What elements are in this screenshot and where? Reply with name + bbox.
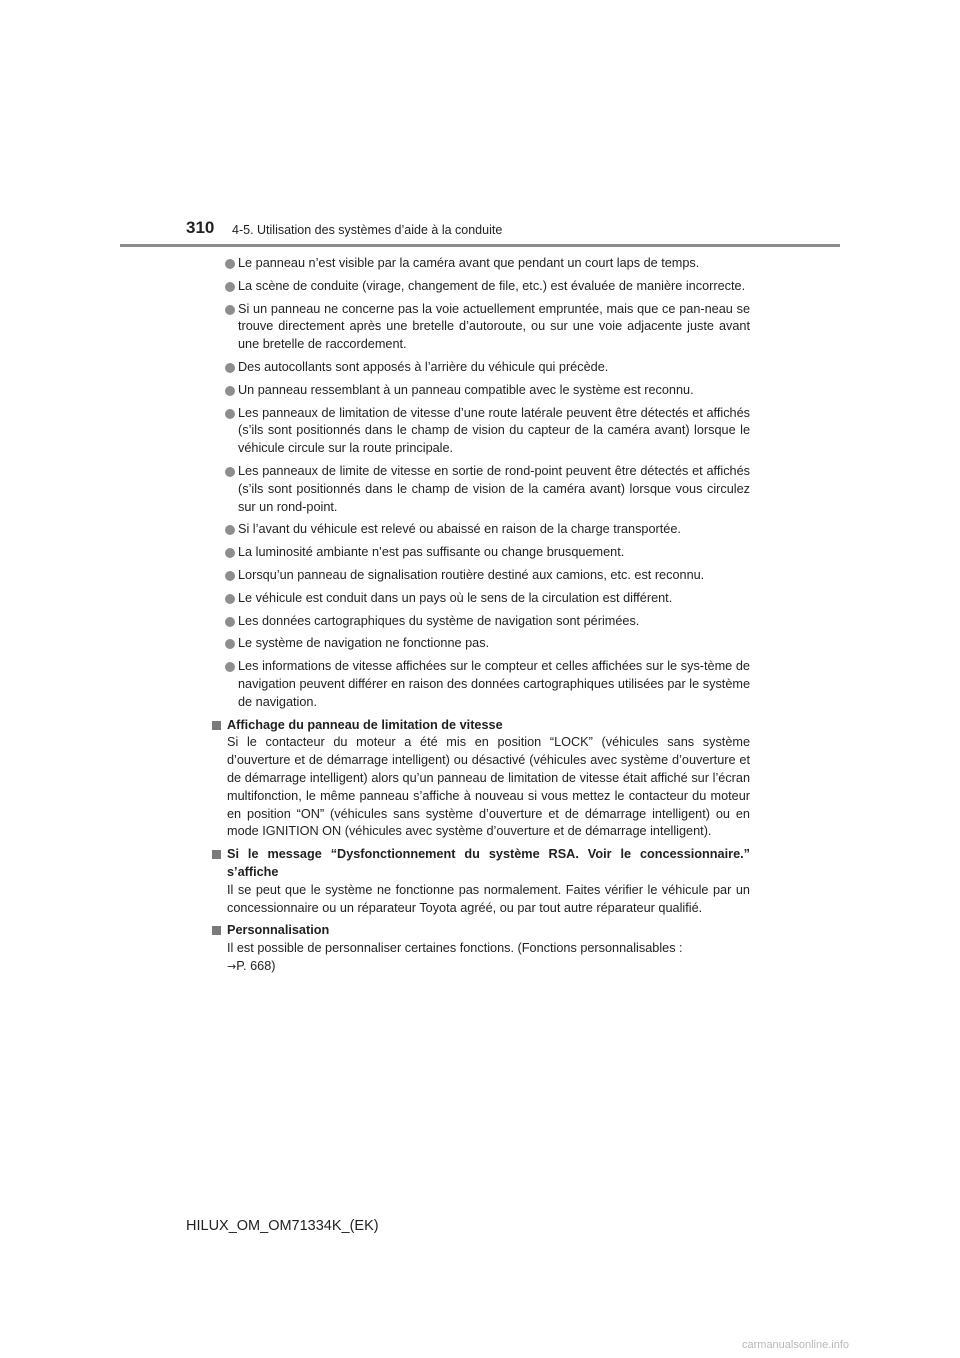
list-item-text: La scène de conduite (virage, changement de file, etc.) est évaluée de manière incorrecte. xyxy=(238,278,746,293)
bullet-dot-icon xyxy=(225,305,235,315)
list-item-text: Le panneau n’est visible par la caméra avant que pendant un court laps de temps. xyxy=(238,256,700,270)
header-rule xyxy=(120,244,840,247)
page-number: 310 xyxy=(186,218,215,237)
bullet-dot-icon xyxy=(225,639,235,649)
bullet-list xyxy=(210,255,750,712)
arrow-right-icon: → xyxy=(227,959,237,973)
square-bullet-icon xyxy=(212,721,221,730)
bullet-dot-icon xyxy=(225,548,235,558)
bullet-dot-icon xyxy=(225,386,235,396)
list-item-text: Des autocollants sont apposés à l’arrière du véhicule qui précède. xyxy=(238,359,609,374)
watermark: carmanualsonline.info xyxy=(742,1339,850,1351)
list-item xyxy=(210,301,750,354)
list-item-text: Les données cartographiques du système de navigation sont périmées. xyxy=(238,613,640,628)
speed-limit-display-section xyxy=(210,717,750,842)
list-item-text: La luminosité ambiante n’est pas suffisante ou change brusquement. xyxy=(238,545,625,560)
rsa-malfunction-section xyxy=(210,846,750,917)
bullet-dot-icon xyxy=(225,617,235,627)
list-item-text: Les informations de vitesse affichées sur le compteur et celles affichées sur le sys-tème de navigation peuvent différer en raison des données cartographiques utilisées par le système de navigation. xyxy=(238,659,750,709)
page-reference-link[interactable]: P. 668) xyxy=(236,958,276,973)
list-item xyxy=(210,613,750,631)
list-item-text: Un panneau ressemblant à un panneau compatible avec le système est reconnu. xyxy=(238,382,694,397)
list-item xyxy=(210,278,750,296)
list-item xyxy=(210,405,750,458)
footer-document-code: HILUX_OM_OM71334K_(EK) xyxy=(186,1218,379,1234)
list-item-text: Le système de navigation ne fonctionne pas. xyxy=(238,636,490,651)
bullet-dot-icon xyxy=(225,571,235,581)
list-item xyxy=(210,567,750,585)
content xyxy=(210,255,750,981)
list-item xyxy=(210,382,750,400)
list-item xyxy=(210,590,750,608)
section-body: Il se peut que le système ne fonctionne pas normalement. Faites vérifier le véhicule par un concessionnaire ou un réparateur Toyota agréé, ou par tout autre réparateur qualifié. xyxy=(227,882,750,915)
list-item-text: Si l’avant du véhicule est relevé ou abaissé en raison de la charge transportée. xyxy=(238,522,681,537)
section-heading: Affichage du panneau de limitation de vitesse xyxy=(227,717,503,732)
list-item xyxy=(210,359,750,377)
list-item-text: Le véhicule est conduit dans un pays où le sens de la circulation est différent. xyxy=(238,590,673,605)
section-body: Si le contacteur du moteur a été mis en position “LOCK” (véhicules sans système d’ouverture et de démarrage intelligent) ou désactivé (véhicules avec système d’ouverture et de démarrage intelligent) alors qu’un panneau de limitation de vitesse était affiché sur l’écran multifonction, le même panneau s’affiche à nouveau si vous mettez le contacteur du moteur en position “ON” (véhicules sans système d’ouverture et de démarrage intelligent) ou en mode IGNITION ON (véhicules avec système d’ouverture et de démarrage intelligent). xyxy=(227,735,750,839)
list-item xyxy=(210,463,750,516)
bullet-dot-icon xyxy=(225,363,235,373)
customization-section xyxy=(210,922,750,975)
list-item xyxy=(210,658,750,711)
list-item xyxy=(210,521,750,539)
list-item-text: Si un panneau ne concerne pas la voie actuellement empruntée, mais que ce pan-neau se trouve directement après une bretelle d’autoroute, ou sur une voie adjacente juste avant une bretelle de raccordement. xyxy=(238,301,750,352)
square-bullet-icon xyxy=(212,850,221,859)
section-body-text: Il est possible de personnaliser certaines fonctions. (Fonctions personnalisables : xyxy=(227,941,683,956)
section-title: 4-5. Utilisation des systèmes d’aide à la conduite xyxy=(232,223,503,237)
square-bullet-icon xyxy=(212,926,221,935)
bullet-dot-icon xyxy=(225,467,235,477)
section-heading: Personnalisation xyxy=(227,923,330,938)
section-heading: Si le message “Dysfonctionnement du système RSA. Voir le concessionnaire.” s’affiche xyxy=(227,847,750,879)
bullet-dot-icon xyxy=(225,259,235,269)
list-item-text: Lorsqu’un panneau de signalisation routière destiné aux camions, etc. est reconnu. xyxy=(238,567,705,582)
list-item-text: Les panneaux de limite de vitesse en sortie de rond-point peuvent être détectés et affichés (s’ils sont positionnés dans le champ de vision de la caméra avant) lorsque vous circulez sur un rond-point. xyxy=(238,463,750,514)
list-item-text: Les panneaux de limitation de vitesse d’une route latérale peuvent être détectés et affichés (s’ils sont positionnés dans le champ de vision du capteur de la caméra avant) lorsque le véhicule circule sur la route principale. xyxy=(238,405,750,456)
bullet-dot-icon xyxy=(225,525,235,535)
list-item xyxy=(210,255,750,273)
list-item xyxy=(210,544,750,562)
list-item xyxy=(210,635,750,653)
bullet-dot-icon xyxy=(225,662,235,672)
bullet-dot-icon xyxy=(225,409,235,419)
bullet-dot-icon xyxy=(225,282,235,292)
bullet-dot-icon xyxy=(225,594,235,604)
section-body xyxy=(227,940,750,976)
